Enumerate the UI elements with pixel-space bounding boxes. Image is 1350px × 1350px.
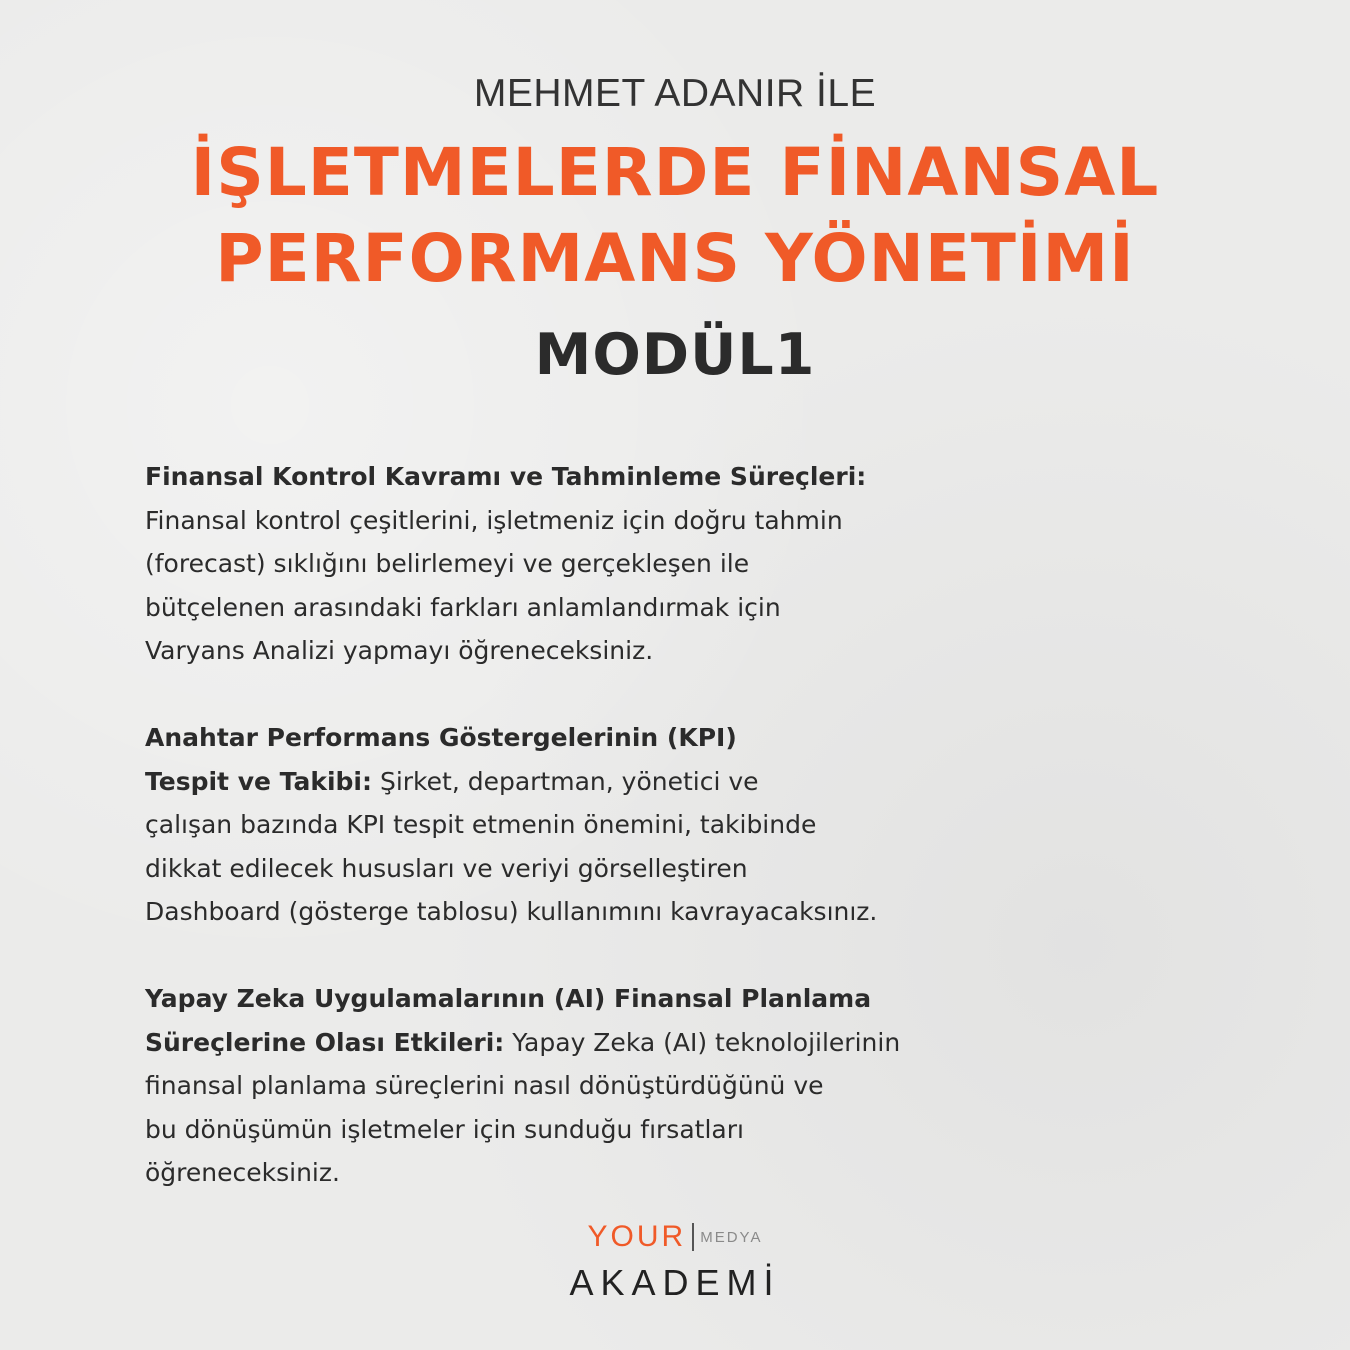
section-line — [145, 455, 1155, 499]
section-line-bold: Anahtar Performans Göstergelerinin (KPI) — [145, 723, 737, 752]
logo-medya: MEDYA — [700, 1228, 763, 1246]
section-line-text: Dashboard (gösterge tablosu) kullanımını kavrayacaksınız. — [145, 897, 878, 926]
section-line — [145, 760, 1155, 804]
section-line — [145, 716, 1155, 760]
logo-akademi: AKADEMİ — [569, 1262, 781, 1303]
section-line-text: Finansal kontrol çeşitlerini, işletmeniz için doğru tahmin — [145, 505, 843, 535]
section-line-text: bütçelenen arasındaki farkları anlamlandırmak için — [145, 592, 781, 622]
section-line — [145, 803, 1155, 847]
section-line — [145, 977, 1155, 1021]
section-line-bold: Yapay Zeka Uygulamalarının (AI) Finansal Planlama — [145, 984, 872, 1013]
section-line — [145, 1021, 1155, 1065]
section-kpi — [145, 716, 1155, 934]
section-line-text: öğreneceksiniz. — [145, 1158, 340, 1187]
section-line-text: çalışan bazında KPI tespit etmenin önemini, takibinde — [145, 810, 817, 839]
section-line-text: finansal planlama süreçlerini nasıl dönüştürdüğünü ve — [145, 1071, 824, 1100]
section-line-bold: Tespit ve Takibi: — [145, 766, 373, 796]
section-line — [145, 1064, 1155, 1108]
section-line-text: Varyans Analizi yapmayı öğreneceksiniz. — [145, 636, 654, 665]
section-line — [145, 629, 1155, 673]
content — [145, 455, 1155, 1238]
section-line — [145, 890, 1155, 934]
section-ai — [145, 977, 1155, 1195]
section-line-text: bu dönüşümün işletmeler için sunduğu fırsatları — [145, 1114, 744, 1144]
section-line — [145, 586, 1155, 630]
logo-top — [588, 1220, 763, 1254]
logo-divider — [692, 1223, 694, 1251]
title-line-1: İŞLETMELERDE FİNANSAL — [190, 134, 1160, 211]
section-line — [145, 1151, 1155, 1195]
presenter-line: MEHMET ADANIR İLE — [473, 72, 877, 115]
brand-logo — [0, 1220, 1350, 1304]
section-line-text: Yapay Zeka (AI) teknolojilerinin — [504, 1027, 901, 1057]
section-line-bold: Süreçlerine Olası Etkileri: — [145, 1027, 505, 1057]
section-line-text: Şirket, departman, yönetici ve — [372, 766, 759, 796]
section-line-bold: Finansal Kontrol Kavramı ve Tahminleme Süreçleri: — [145, 462, 867, 491]
section-line-text: dikkat edilecek hususları ve veriyi görselleştiren — [145, 853, 748, 883]
section-financial-control — [145, 455, 1155, 673]
title-line-2: PERFORMANS YÖNETİMİ — [215, 220, 1135, 297]
module-label: MODÜL1 — [534, 322, 816, 388]
section-line — [145, 847, 1155, 891]
section-line — [145, 542, 1155, 586]
section-line — [145, 1108, 1155, 1152]
section-line — [145, 499, 1155, 543]
section-line-text: (forecast) sıklığını belirlemeyi ve gerçekleşen ile — [145, 549, 750, 578]
logo-your: YOUR — [587, 1220, 687, 1253]
